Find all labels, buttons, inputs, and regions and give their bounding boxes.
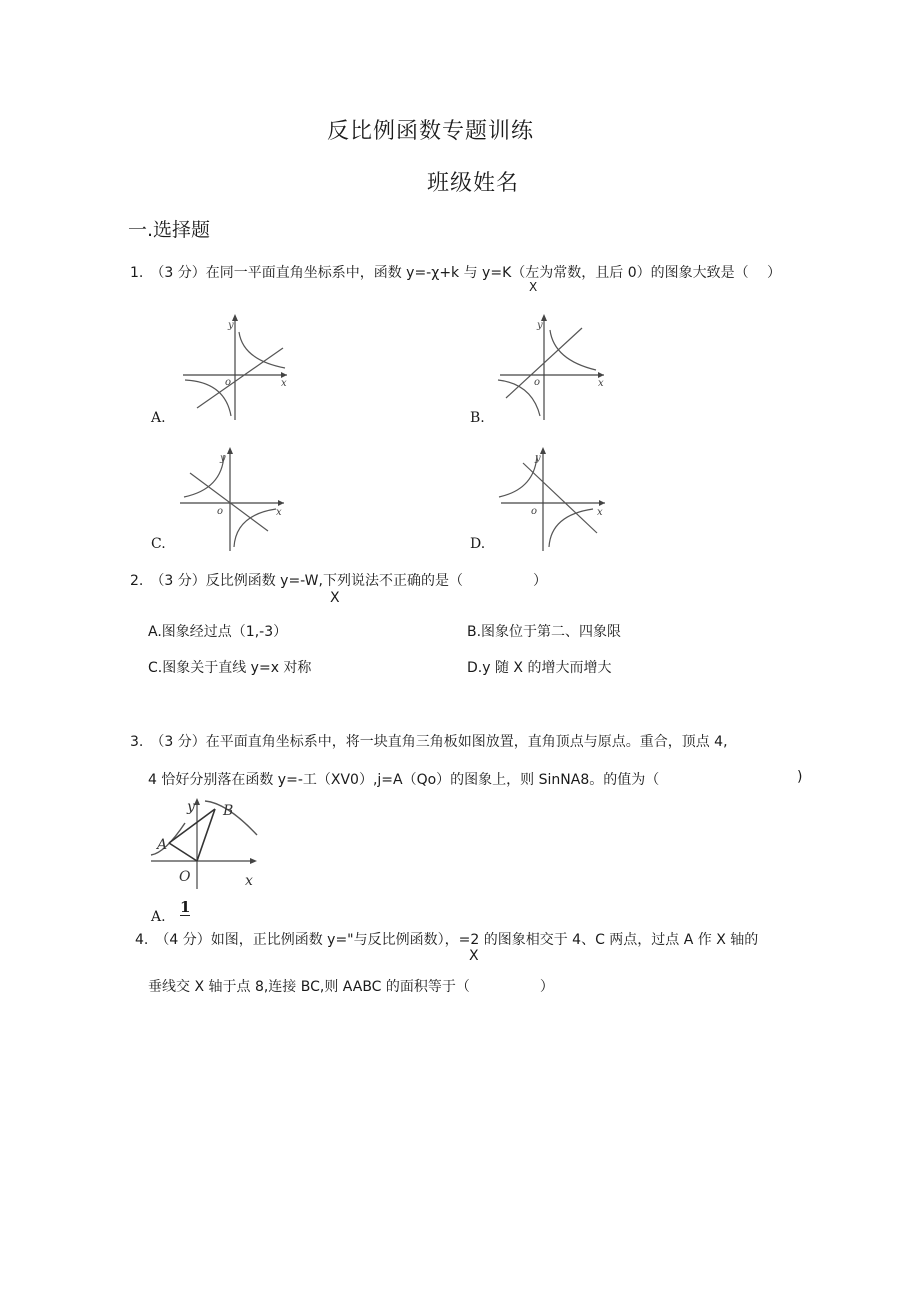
question-4-line-1: 4. （4 分）如图，正比例函数 y="与反比例函数），=2 的图象相交于 4、C 两点，过点 A 作 X 轴的 [135, 932, 759, 948]
q1a-y-label: y [228, 320, 234, 331]
q1b-origin-label: o [534, 377, 541, 388]
q1b-x-label: x [598, 378, 604, 389]
q3-point-b-label: B [223, 803, 234, 819]
q1-graph-c [172, 443, 292, 553]
question-4-denominator: X [469, 948, 479, 964]
question-1-text: 1. （3 分）在同一平面直角坐标系中，函数 y=-χ+k 与 y=K（左为常数，且后 0）的图象大致是（ ） [130, 265, 782, 281]
question-3-close-paren: ) [797, 769, 803, 785]
q1d-x-label: x [597, 507, 603, 518]
q1b-y-label: y [537, 320, 543, 331]
q2-option-a: A.图象经过点（1,-3） [148, 624, 288, 640]
section-heading: 一.选择题 [128, 219, 211, 241]
q1a-origin-label: o [225, 377, 232, 388]
q1-option-a-label: A. [151, 410, 166, 426]
q1-option-d-label: D. [470, 536, 486, 552]
q3-origin-label: O [179, 869, 191, 885]
q3-option-a-label: A. [151, 909, 166, 925]
q2-option-d: D.y 随 X 的增大而增大 [467, 660, 612, 676]
q3-option-a-fraction: 1 [180, 898, 191, 916]
q3-point-a-label: A [157, 837, 168, 853]
q1-graph-b [492, 310, 612, 425]
q1c-origin-label: o [217, 506, 224, 517]
q3-triangle-figure [145, 795, 270, 895]
q1d-y-label: y [535, 453, 541, 464]
q1-graph-a [175, 310, 295, 425]
q2-option-c: C.图象关于直线 y=x 对称 [148, 660, 312, 676]
q1a-x-label: x [281, 378, 287, 389]
q2-option-b: B.图象位于第二、四象限 [467, 624, 622, 640]
q1-graph-d [493, 443, 613, 553]
question-1-denominator: X [529, 280, 538, 294]
question-3-line-1: 3. （3 分）在平面直角坐标系中，将一块直角三角板如图放置，直角顶点与原点。重合，顶点 4, [130, 734, 728, 750]
page-title: 反比例函数专题训练 [327, 119, 535, 144]
question-4-line-2: 垂线交 X 轴于点 8,连接 BC,则 AABC 的面积等于（ ） [148, 979, 554, 995]
question-3-line-2: 4 恰好分别落在函数 y=-工（XV0）,j=A（Qo）的图象上，则 SinNA8。的值为（ [148, 772, 660, 788]
q1-option-c-label: C. [151, 536, 166, 552]
class-name-line: 班级姓名 [427, 171, 520, 196]
question-2-denominator: X [330, 590, 340, 606]
q1d-origin-label: o [531, 506, 538, 517]
q3-x-label: x [245, 873, 253, 889]
question-2-text: 2. （3 分）反比例函数 y=-W,下列说法不正确的是（ ） [130, 573, 547, 589]
q1c-y-label: y [220, 453, 226, 464]
q1-option-b-label: B. [470, 410, 485, 426]
q1c-x-label: x [276, 507, 282, 518]
q3-y-label: y [187, 799, 195, 815]
